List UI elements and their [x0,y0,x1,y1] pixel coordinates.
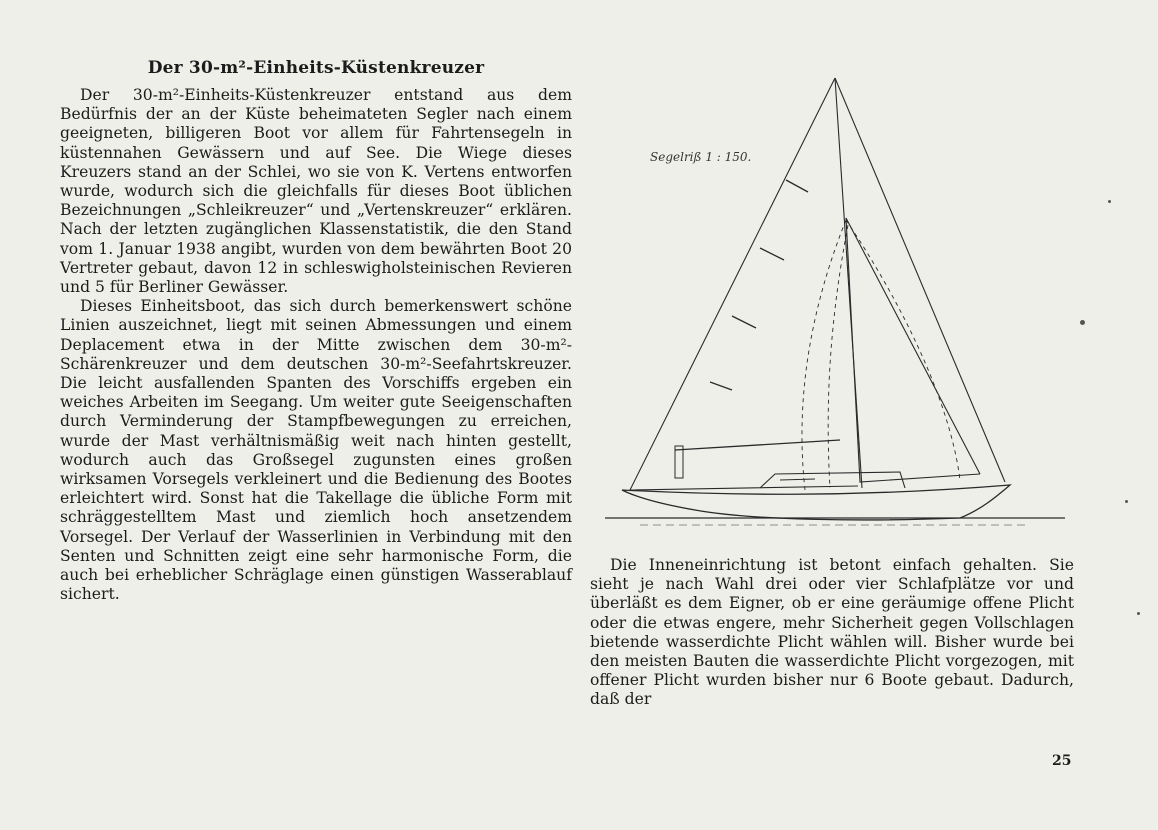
left-text-column [60,86,572,604]
figure-caption: Segelriß 1 : 150. [650,150,752,164]
backstay [835,78,1005,482]
mast [835,78,862,488]
article-title: Der 30-m²-Einheits-Küstenkreuzer [147,58,485,78]
paragraph-3: Die Inneneinrichtung ist betont einfach gehalten. Sie sieht je nach Wahl drei oder vier Schlafplätze vor und überläßt es dem Eigner, ob er eine geräumige offene Plicht oder die etwas engere, mehr Sicherheit gegen Vollschlagen bietende wasserdichte Plicht wählen will. Bisher wurde bei den meisten Bauten die wasserdichte Plicht vorgezogen, mit offener Plicht wurden bisher nur 6 Boote gebaut. Dadurch, daß der [590,556,1074,709]
paragraph-2: Dieses Einheitsboot, das sich durch bemerkenswert schöne Linien auszeichnet, liegt mit seinen Abmessungen und einem Deplacement etwa in der Mitte zwischen dem 30-m²-Schärenkreuzer und dem deutschen 30-m²-Seefahrtskreuzer. Die leicht ausfallenden Spanten des Vorschiffs ergeben ein weiches Arbeiten im Seegang. Um weiter gute Seeigenschaften durch Verminderung der Stampfbewegungen zu erreichen, wurde der Mast verhältnismäßig weit nach hinten gestellt, wodurch auch das Großsegel zugunsten eines großen wirksamen Vorsegels verkleinert und die Bedienung des Bootes erleichtert wird. Sonst hat die Takellage die übliche Form mit schräggestelltem Mast und ziemlich hoch ansetzendem Vorsegel. Der Verlauf der Wasserlinien in Verbindung mit den Senten und Schnitten zeigt eine sehr harmonische Form, die auch bei erheblicher Schräglage einen günstigen Wasserablauf sichert. [60,297,572,604]
print-speck [1137,612,1140,615]
boom [675,440,840,450]
page-number: 25 [1052,753,1072,769]
hull [622,485,1010,520]
print-speck [1080,320,1085,325]
main-sail [846,218,980,482]
print-speck [1108,200,1111,203]
right-text-column [590,556,1074,710]
print-speck [1125,500,1128,503]
paragraph-1: Der 30-m²-Einheits-Küstenkreuzer entstand aus dem Bedürfnis der an der Küste beheimateten Segler nach einem geeigneten, billigeren Boot vor allem für Fahrtensegeln in küstennahen Gewässern und auf See. Die Wiege dieses Kreuzers stand an der Schlei, wo sie von K. Vertens entworfen wurde, wodurch sich die gleichfalls für dieses Boot üblichen Bezeichnungen „Schleikreuzer“ und „Vertenskreuzer“ erklären. Nach der letzten zugänglichen Klassenstatistik, die den Stand vom 1. Januar 1938 angibt, wurden von dem bewährten Boot 20 Vertreter gebaut, davon 12 in schleswigholsteinischen Revieren und 5 für Berliner Gewässer. [60,86,572,297]
sail-plan-drawing [600,70,1070,530]
